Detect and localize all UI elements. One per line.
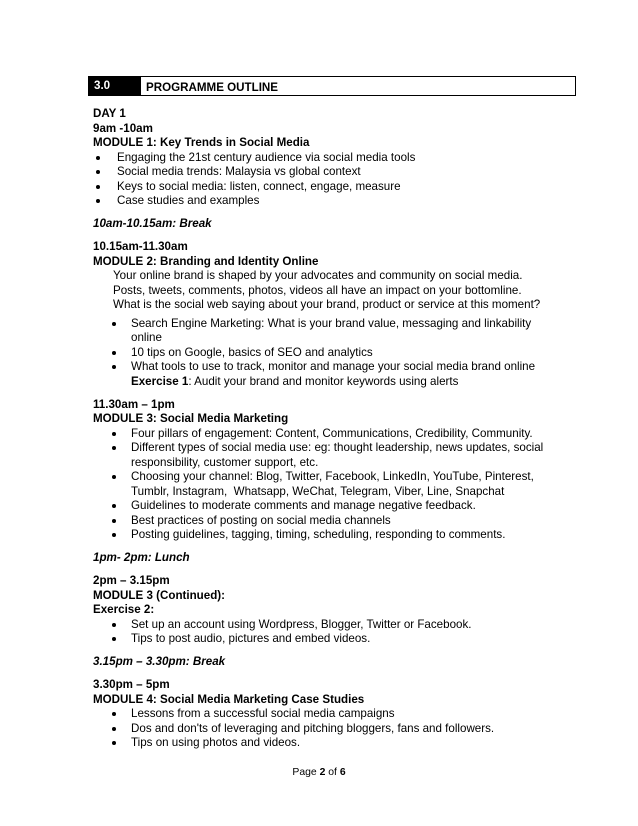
module1-list bbox=[93, 151, 553, 209]
bullet-icon bbox=[112, 322, 116, 326]
module1-time: 9am -10am bbox=[93, 121, 153, 135]
bullet-icon bbox=[96, 156, 100, 160]
bullet-icon bbox=[112, 432, 116, 436]
break-1: 10am-10.15am: Break bbox=[93, 217, 212, 230]
section-header bbox=[88, 76, 576, 96]
day-heading: DAY 1 bbox=[93, 107, 126, 120]
bullet-icon bbox=[112, 727, 116, 731]
programme-content bbox=[93, 107, 553, 751]
lunch-break: 1pm- 2pm: Lunch bbox=[93, 551, 190, 564]
list-item: Search Engine Marketing: What is your brand value, messaging and linkability online bbox=[93, 317, 553, 346]
list-item: Different types of social media use: eg: thought leadership, news updates, social responsibility, customer support, etc. bbox=[93, 441, 553, 470]
page-number: 2 bbox=[319, 767, 326, 778]
list-item: Keys to social media: listen, connect, engage, measure bbox=[93, 180, 553, 195]
page-footer: Page 2 of 6 bbox=[292, 767, 346, 778]
module2-intro: Your online brand is shaped by your advocates and community on social media. Posts, tweets, comments, photos, videos all have an impact on your bottomline. What is the social web saying about your brand, product or service at this moment? bbox=[113, 269, 541, 311]
list-item: Case studies and examples bbox=[93, 194, 553, 209]
section-title: PROGRAMME OUTLINE bbox=[146, 81, 279, 94]
bullet-icon bbox=[112, 475, 116, 479]
module2-list bbox=[93, 317, 553, 390]
list-item: Guidelines to moderate comments and manage negative feedback. bbox=[93, 499, 553, 514]
module3c-list bbox=[93, 618, 553, 647]
module1-title: MODULE 1: Key Trends in Social Media bbox=[93, 136, 310, 149]
list-item: Choosing your channel: Blog, Twitter, Facebook, LinkedIn, YouTube, Pinterest, Tumblr, Instagram, Whatsapp, WeChat, Telegram, Viber, Line, Snapchat bbox=[93, 470, 553, 499]
bullet-icon bbox=[112, 741, 116, 745]
bullet-icon bbox=[112, 637, 116, 641]
exercise-1: Exercise 1: Audit your brand and monitor keywords using alerts bbox=[131, 374, 459, 388]
module3-list bbox=[93, 427, 553, 543]
module4-time: 3.30pm – 5pm bbox=[93, 678, 170, 691]
module3c-time: 2pm – 3.15pm bbox=[93, 574, 170, 587]
list-item: Dos and don'ts of leveraging and pitching bloggers, fans and followers. bbox=[93, 722, 553, 737]
list-item: Lessons from a successful social media campaigns bbox=[93, 707, 553, 722]
list-item: What tools to use to track, monitor and manage your social media brand online Exercise 1: Audit your brand and monitor keywords using alerts bbox=[93, 360, 553, 389]
bullet-icon bbox=[112, 446, 116, 450]
bullet-icon bbox=[112, 623, 116, 627]
break-2: 3.15pm – 3.30pm: Break bbox=[93, 655, 226, 668]
module3c-title: MODULE 3 (Continued): bbox=[93, 588, 226, 602]
bullet-icon bbox=[112, 533, 116, 537]
bullet-icon bbox=[96, 199, 100, 203]
list-item: Four pillars of engagement: Content, Communications, Credibility, Community. bbox=[93, 427, 553, 442]
bullet-icon bbox=[112, 712, 116, 716]
bullet-icon bbox=[112, 519, 116, 523]
list-item: 10 tips on Google, basics of SEO and analytics bbox=[93, 346, 553, 361]
module3-title: MODULE 3: Social Media Marketing bbox=[93, 412, 289, 425]
list-item: Best practices of posting on social media channels bbox=[93, 514, 553, 529]
bullet-icon bbox=[96, 170, 100, 174]
list-item: Tips on using photos and videos. bbox=[93, 736, 553, 751]
exercise-2: Exercise 2: bbox=[93, 603, 155, 616]
module3-time: 11.30am – 1pm bbox=[93, 397, 175, 411]
module2-time: 10.15am-11.30am bbox=[93, 240, 188, 253]
bullet-icon bbox=[96, 185, 100, 189]
module4-list bbox=[93, 707, 553, 751]
list-item: Social media trends: Malaysia vs global context bbox=[93, 165, 553, 180]
section-number: 3.0 bbox=[89, 77, 141, 95]
bullet-icon bbox=[112, 365, 116, 369]
list-item: Engaging the 21st century audience via social media tools bbox=[93, 151, 553, 166]
page-total: 6 bbox=[339, 767, 346, 778]
bullet-icon bbox=[112, 351, 116, 355]
list-item: Tips to post audio, pictures and embed videos. bbox=[93, 632, 553, 647]
list-item: Posting guidelines, tagging, timing, scheduling, responding to comments. bbox=[93, 528, 553, 543]
module4-title: MODULE 4: Social Media Marketing Case Studies bbox=[93, 692, 365, 706]
list-item: Set up an account using Wordpress, Blogger, Twitter or Facebook. bbox=[93, 618, 553, 633]
module2-title: MODULE 2: Branding and Identity Online bbox=[93, 254, 319, 268]
bullet-icon bbox=[112, 504, 116, 508]
